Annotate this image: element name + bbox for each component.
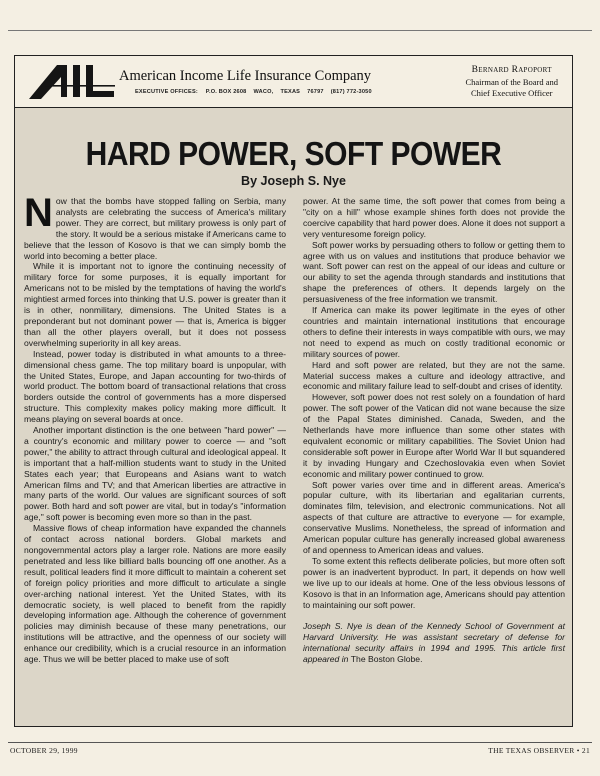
issue-date: OCTOBER 29, 1999 xyxy=(10,746,78,755)
publication-page: THE TEXAS OBSERVER • 21 xyxy=(488,746,590,755)
top-rule xyxy=(8,30,592,31)
company-logo xyxy=(27,63,117,99)
address-text: P.O. BOX 2608 WACO, TEXAS 76797 (817) 772-3050 xyxy=(205,89,372,95)
paragraph: While it is important not to ignore the continuing necessity of military force for some purposes, it is equally important for Americans not to be misled by the temptations of having the world's mightiest armed forces into thinking that U.S. power is greater than it is in other, nonmilitary, dimensions. The United States is a preponderant but not dominant power — that is, America is bigger than all the other players overall, but it does not possess overwhelming superiority in all key areas. xyxy=(24,261,286,348)
paragraph: power. At the same time, the soft power that comes from being a "city on a hill" whose example shines forth does not provide the coercive capability that hard power does. Alone it does not support a very venturesome foreign policy. xyxy=(303,196,565,239)
paragraph: However, soft power does not rest solely on a foundation of hard power. The soft power of the Vatican did not wane because the size of the Papal States diminished. Canada, Sweden, and the Netherlands have more influence than some other states with equivalent economic or military capabilities. The Soviet Union had considerable soft power in Europe after World War II but squandered it by invading Hungary and Czechoslovakia even when Soviet economic and military power continued to grow. xyxy=(303,392,565,479)
paragraph: Hard and soft power are related, but they are not the same. Material success makes a culture and ideology attractive, and economic and military failure lead to self-doubt and crises of identity. xyxy=(303,359,565,392)
executive-info xyxy=(465,65,558,100)
first-paragraph xyxy=(24,191,286,261)
executive-title-line-1: Chairman of the Board and xyxy=(465,76,558,87)
executive-name: Bernard Rapoport xyxy=(471,65,552,75)
author-bio-source: The Boston Globe. xyxy=(350,654,423,665)
address-label: EXECUTIVE OFFICES: xyxy=(135,89,198,95)
paragraph: Another important distinction is the one between "hard power" — a country's economic and military power to coerce — and "soft power," the ability to attract through cultural and ideological appeal. It is important that a half-million students want to study in the United States each year; that Europeans and Asians want to watch American films and TV; and that American liberties are attractive in many parts of the world. Our values are significant sources of soft power. Both hard and soft power are vital, but in today's "information age," soft power is becoming even more so than in the past. xyxy=(24,425,286,523)
advertorial-frame xyxy=(14,55,573,727)
article-title: HARD POWER, SOFT POWER xyxy=(85,136,502,173)
paragraph: Soft power works by persuading others to follow or getting them to agree with us on values and institutions that produce behavior we want. Soft power can rest on the appeal of our ideas and culture or our ability to set the agenda through standards and institutions that shape the preferences of others. It depends largely on the persuasiveness of the free information we transmit. xyxy=(303,239,565,305)
paragraph: If America can make its power legitimate in the eyes of other countries and maintain international institutions that encourage others to define their interests in ways compatible with ours, we may not need to expend as much on costly traditional economic or military sources of power. xyxy=(303,305,565,359)
paragraph: Soft power varies over time and in different areas. America's popular culture, with its libertarian and egalitarian currents, dominates film, television, and electronic communications. Not all aspects of that culture are attractive to everyone — for example, conservative Muslims. Nonetheless, the spread of information and American popular culture has generally increased global awareness of and openness to American ideas and values. xyxy=(303,479,565,555)
footer-rule xyxy=(8,742,592,743)
paragraph: Instead, power today is distributed in what amounts to a three-dimensional chess game. The top military board is unpopular, with the United States, Europe, and Japan accounting for two-thirds of world product. The bottom board of transactional relations that cross borders outside the control of governments has a more dispersed structure. This complexity makes policy making more difficult. It means playing on several boards at once. xyxy=(24,348,286,425)
company-address xyxy=(135,89,372,95)
first-paragraph-text: ow that the bombs have stopped falling on Serbia, many analysts are celebrating the success of America's military power. They are correct, but military prowess is only part of the story. It would be a serious mistake if Americans came to believe that the lesson of Kosovo is that we can simply bomb the world into becoming a better place. xyxy=(24,196,286,261)
author-bio-text: Joseph S. Nye is dean of the Kennedy School of Government at Harvard University. He was assistant secretary of defense for international security affairs in 1994 and 1995. This article first appeared in xyxy=(303,621,565,665)
article-byline: By Joseph S. Nye xyxy=(241,174,346,188)
article-column-right xyxy=(303,196,565,665)
sponsor-header xyxy=(15,56,572,108)
paragraph: Massive flows of cheap information have expanded the channels of contact across national borders. Global markets and nongovernmental actors play a larger role. Nations are more easily penetrated and less like billiard balls bouncing off one another. As a result, political leaders find it more difficult to maintain a coherent set of foreign policy priorities and more difficult to articulate a single over-arching national interest. Yet the United States, with its democratic society, is well placed to benefit from the rapidly developing information age. Although the coherence of government policies may diminish because of these many penetrations, our institutions will be attractive, and the openness of our society will enhance our credibility, which is a crucial resource in an information age. Thus we will be better placed to make use of soft xyxy=(24,523,286,665)
company-name: American Income Life Insurance Company xyxy=(119,68,372,84)
article-column-left xyxy=(24,191,286,665)
paragraph: To some extent this reflects deliberate policies, but more often soft power is an inadvertent byproduct. In part, it depends on how well we live up to our ideals at home. One of the less obvious lessons of Kosovo is that in an Information age, Americans should pay attention to maintaining our soft power. xyxy=(303,555,565,610)
executive-title-line-2: Chief Executive Officer xyxy=(470,88,553,98)
drop-cap: N xyxy=(24,191,53,235)
author-bio xyxy=(303,621,565,665)
